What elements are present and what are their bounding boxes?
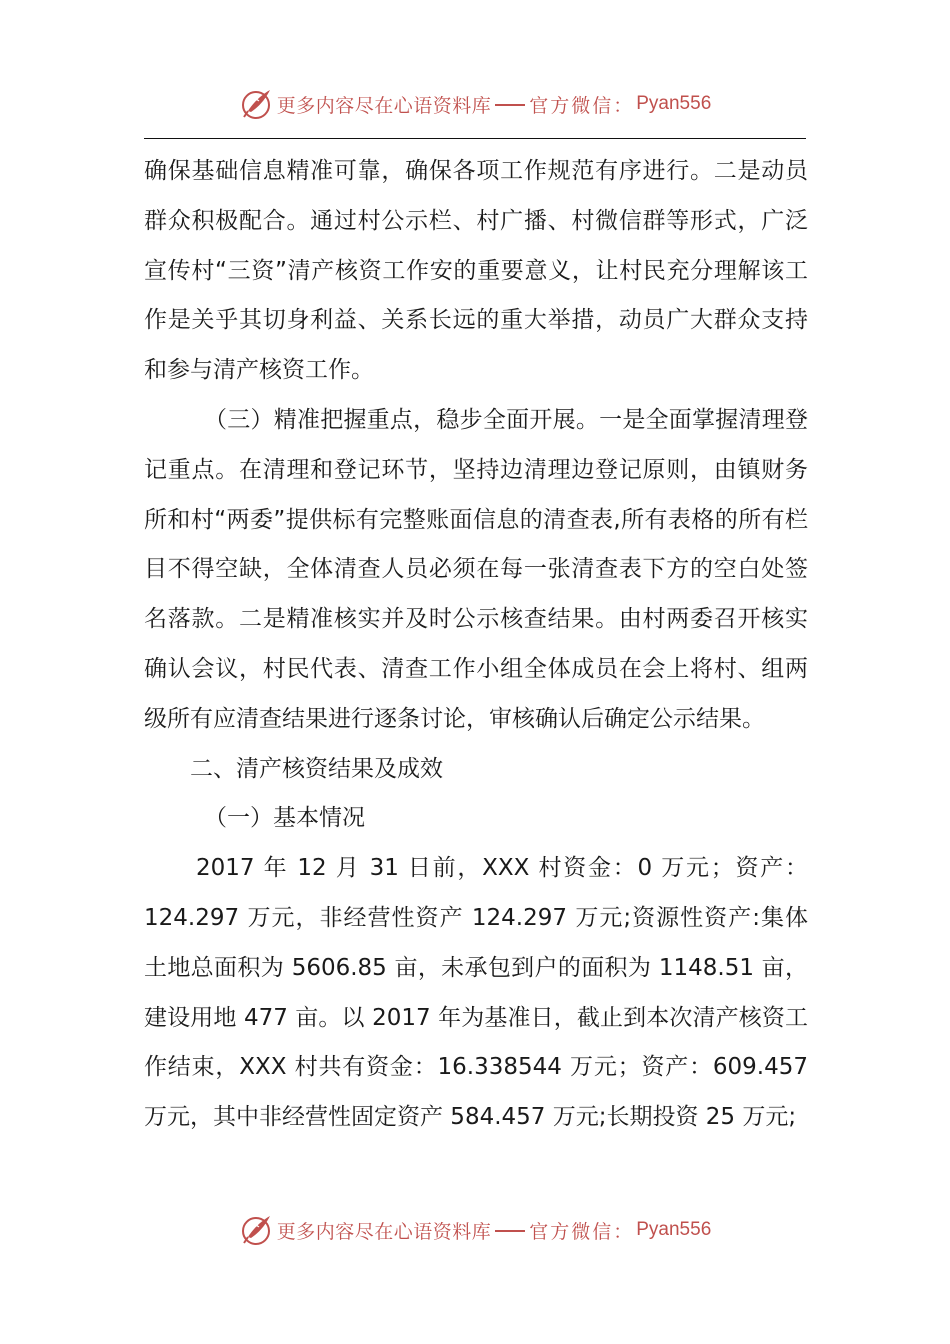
banner-wechat-id: Pyan556 (636, 93, 712, 114)
paragraph-continued: 确保基础信息精准可靠，确保各项工作规范有序进行。二是动员群众积极配合。通过村公示栏、村广播、村微信群等形式，广泛宣传村“三资”清产核资工作安的重要意义，让村民充分理解该工作是关乎其切身利益、关系长远的重大举措，动员广大群众支持和参与清产核资工作。 (144, 158, 808, 384)
banner-dash (495, 1230, 525, 1232)
heading-results: 二、清产核资结果及成效 (190, 755, 443, 782)
banner-wechat-id: Pyan556 (636, 1219, 712, 1240)
banner-dash (495, 104, 525, 106)
footer-banner (0, 1210, 950, 1250)
document-body (144, 147, 808, 1143)
banner-wechat-label: 官方微信： (529, 94, 635, 117)
header-rule (144, 138, 806, 139)
quill-logo-icon (239, 1213, 273, 1247)
banner-main-text: 更多内容尽在心语资料库 (276, 94, 492, 117)
banner-wechat-label: 官方微信： (529, 1220, 635, 1243)
header-banner (0, 84, 950, 124)
quill-logo-icon (239, 87, 273, 121)
paragraph-section-three: （三）精准把握重点，稳步全面开展。一是全面掌握清理登记重点。在清理和登记环节，坚持边清理边登记原则，由镇财务所和村“两委”提供标有完整账面信息的清查表,所有表格的所有栏目不得空缺，全体清查人员必须在每一张清查表下方的空白处签名落款。二是精准核实并及时公示核查结果。由村两委召开核实确认会议，村民代表、清查工作小组全体成员在会上将村、组两级所有应清查结果进行逐条讨论，审核确认后确定公示结果。 (144, 406, 808, 732)
paragraph-figures: 2017 年 12 月 31 日前，XXX 村资金：0 万元；资产：124.297 万元，非经营性资产 124.297 万元;资源性资产:集体土地总面积为 5606.85 亩，未承包到户的面积为 1148.51 亩，建设用地 477 亩。以 2017 年为基准日，截止到本次清产核资工作结束，XXX 村共有资金：16.338544 万元；资产：609.457 万元，其中非经营性固定资产 584.457 万元;长期投资 25 万元; (144, 855, 808, 1131)
banner-main-text: 更多内容尽在心语资料库 (276, 1220, 492, 1243)
heading-basic-situation: （一）基本情况 (204, 805, 365, 832)
